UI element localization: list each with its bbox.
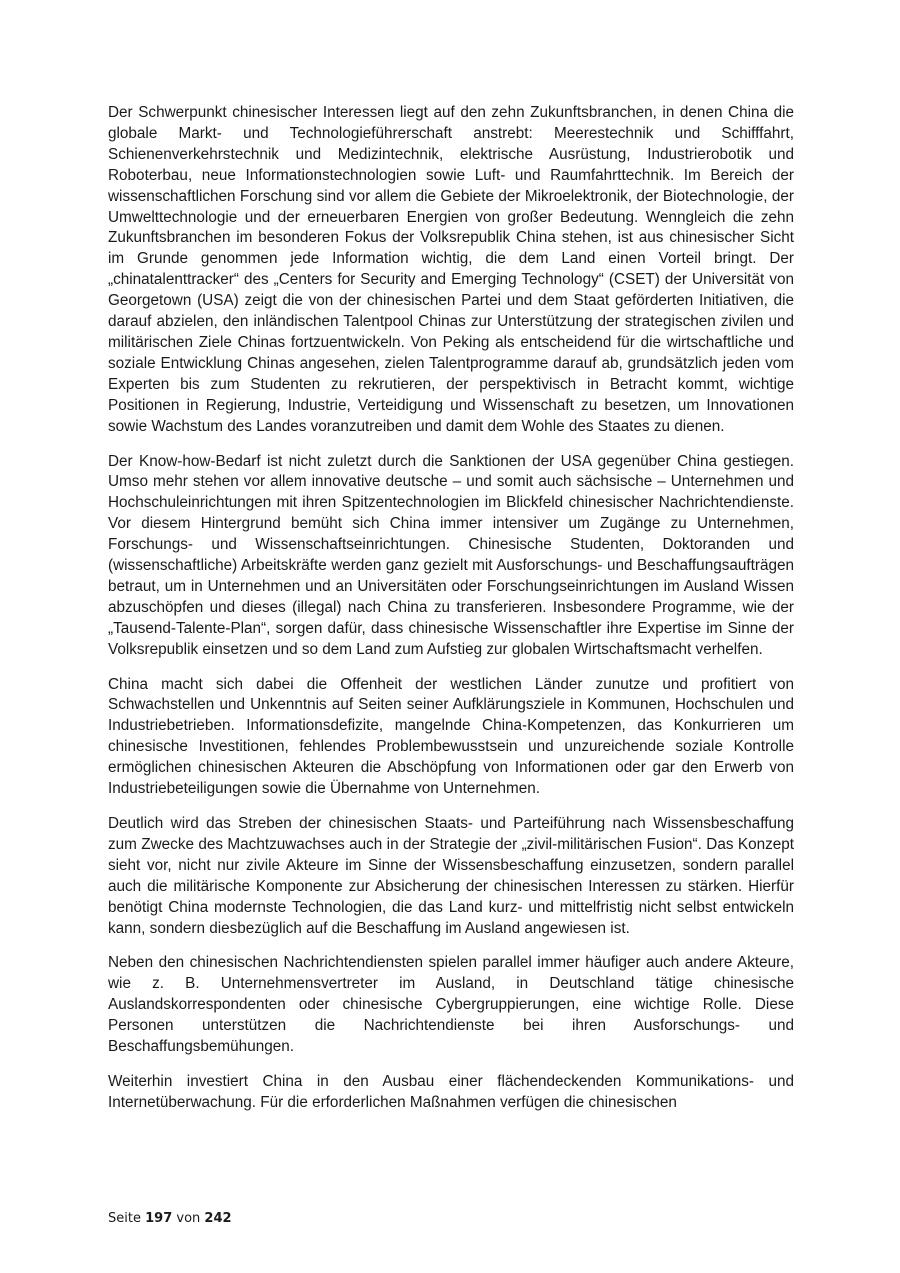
paragraph: Deutlich wird das Streben der chinesischen Staats- und Parteiführung nach Wissensbeschaffung zum Zwecke des Machtzuwachses auch in der Strategie der „zivil-militärischen Fusion“. Das Konzept sieht vor, nicht nur zivile Akteure im Sinne der Wissensbeschaffung einzusetzen, sondern parallel auch die militärische Komponente zur Absicherung der chinesischen Interessen zu stärken. Hierfür benötigt China modernste Technologien, die das Land kurz- und mittelfristig nicht selbst entwickeln kann, sondern diesbezüglich auf die Beschaffung im Ausland angewiesen ist. <box>108 815 794 937</box>
page-label: Seite <box>108 1211 141 1226</box>
body-text <box>108 103 794 1128</box>
total-pages-number: 242 <box>204 1211 232 1226</box>
page-footer <box>108 1211 232 1226</box>
paragraph: Der Know-how-Bedarf ist nicht zuletzt durch die Sanktionen der USA gegenüber China gestiegen. Umso mehr stehen vor allem innovative deutsche – und somit auch sächsische – Unternehmen und Hochschuleinrichtungen mit ihren Spitzentechnologien im Blickfeld chinesischer Nachrichtendienste. Vor diesem Hintergrund bemüht sich China immer intensiver um Zugänge zu Unternehmen, Forschungs- und Wissenschaftseinrichtungen. Chinesische Studenten, Doktoranden und (wissenschaftliche) Arbeitskräfte werden ganz gezielt mit Ausforschungs- und Beschaffungsaufträgen betraut, um in Unternehmen und an Universitäten oder Forschungseinrichtungen im Ausland Wissen abzuschöpfen und dieses (illegal) nach China zu transferieren. Insbesondere Programme, wie der „Tausend-Talente-Plan“, sorgen dafür, dass chinesische Wissenschaftler ihre Expertise im Sinne der Volksrepublik einsetzen und so dem Land zum Aufstieg zur globalen Wirtschaftsmacht verhelfen. <box>108 452 794 658</box>
page-separator: von <box>176 1211 201 1226</box>
paragraph: China macht sich dabei die Offenheit der westlichen Länder zunutze und profitiert von Schwachstellen und Unkenntnis auf Seiten seiner Aufklärungsziele in Kommunen, Hochschulen und Industriebetrieben. Informationsdefizite, mangelnde China-Kompetenzen, das Konkurrieren um chinesische Investitionen, fehlendes Problembewusstsein und unzureichende soziale Kontrolle ermöglichen chinesischen Akteuren die Abschöpfung von Informationen oder gar den Erwerb von Industriebeteiligungen sowie die Übernahme von Unternehmen. <box>108 675 794 798</box>
paragraph: Der Schwerpunkt chinesischer Interessen liegt auf den zehn Zukunftsbranchen, in denen China die globale Markt- und Technologieführerschaft anstrebt: Meerestechnik und Schifffahrt, Schienenverkehrstechnik und Medizintechnik, elektrische Ausrüstung, Industrierobotik und Roboterbau, neue Informationstechnologien sowie Luft- und Raumfahrttechnik. Im Bereich der wissenschaftlichen Forschung sind vor allem die Gebiete der Mikroelektronik, der Biotechnologie, der Umwelttechnologie und der erneuerbaren Energien von großer Bedeutung. Wenngleich die zehn Zukunftsbranchen im besonderen Fokus der Volksrepublik China stehen, ist aus chinesischer Sicht im Grunde genommen jede Information wichtig, die dem Land einen Vorteil bringt. Der „chinatalenttracker“ des „Centers for Security and Emerging Technology“ (CSET) der Universität von Georgetown (USA) zeigt die von der chinesischen Partei und dem Staat geförderten Initiativen, die darauf abzielen, den inländischen Talentpool Chinas zur Unterstützung der strategischen zivilen und militärischen Ziele Chinas fortzuentwickeln. Von Peking als entscheidend für die wirtschaftliche und soziale Entwicklung Chinas angesehen, zielen Talentprogramme darauf ab, grundsätzlich jeden vom Experten bis zum Studenten zu rekrutieren, der perspektivisch in Betracht kommt, wichtige Positionen in Regierung, Industrie, Verteidigung und Wissenschaft zu besetzen, um Innovationen sowie Wachstum des Landes voranzutreiben und damit dem Wohle des Staates zu dienen. <box>108 104 794 435</box>
current-page-number: 197 <box>145 1211 173 1226</box>
paragraph: Neben den chinesischen Nachrichtendiensten spielen parallel immer häufiger auch andere Akteure, wie z. B. Unternehmensvertreter im Ausland, in Deutschland tätige chinesische Auslandskorrespondenten oder chinesische Cybergruppierungen, eine wichtige Rolle. Diese Personen unterstützen die Nachrichtendienste bei ihren Ausforschungs- und Beschaffungsbemühungen. <box>108 954 794 1056</box>
paragraph: Weiterhin investiert China in den Ausbau einer flächendeckenden Kommunikations- und Internetüberwachung. Für die erforderlichen Maßnahmen verfügen die chinesischen <box>108 1072 794 1111</box>
